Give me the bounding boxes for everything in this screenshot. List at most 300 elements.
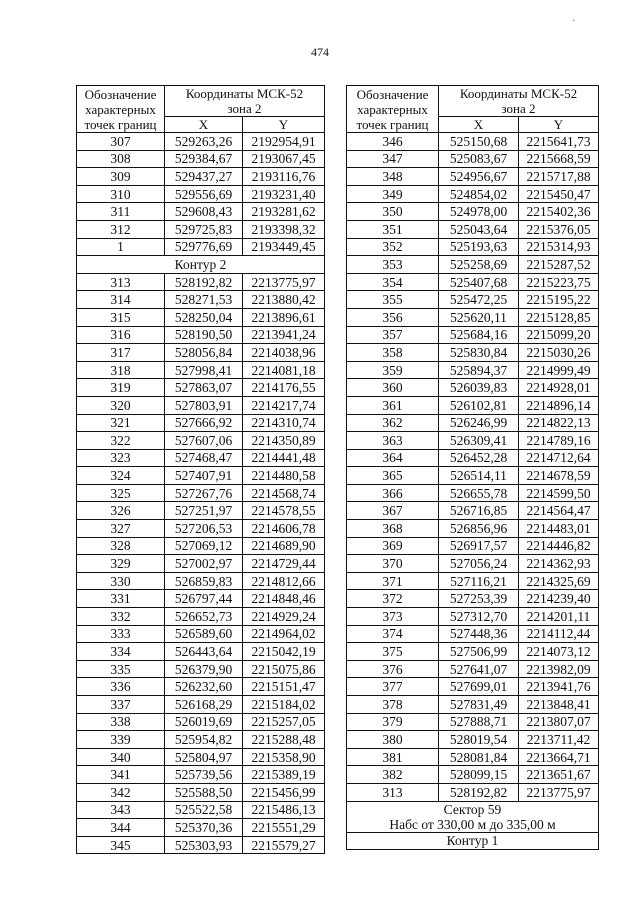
y-coordinate: 2213982,09: [519, 660, 599, 678]
header-row: [347, 86, 599, 117]
y-coordinate: 2193231,40: [243, 185, 325, 203]
y-coordinate: 2215184,02: [243, 696, 325, 714]
x-coordinate: 525193,63: [439, 238, 519, 256]
x-coordinate: 529437,27: [165, 168, 243, 186]
point-number: 359: [347, 361, 439, 379]
coordinates-header: [165, 86, 325, 117]
table-row: [347, 555, 599, 573]
section-label: Контур 2: [77, 256, 325, 274]
table-row: [347, 238, 599, 256]
x-coordinate: 527607,06: [165, 432, 243, 450]
point-number: 368: [347, 520, 439, 538]
y-coordinate: 2214564,47: [519, 502, 599, 520]
table-row: [77, 520, 325, 538]
x-coordinate: 525083,67: [439, 150, 519, 168]
point-label-header-line: точек границ: [356, 116, 429, 132]
point-number: 311: [77, 203, 165, 221]
x-coordinate: 529608,43: [165, 203, 243, 221]
point-number: 310: [77, 185, 165, 203]
x-coordinate: 526514,11: [439, 467, 519, 485]
y-coordinate: 2213807,07: [519, 713, 599, 731]
point-number: 342: [77, 783, 165, 801]
y-coordinate: 2214789,16: [519, 432, 599, 450]
table-row: [347, 273, 599, 291]
point-number: 313: [347, 783, 439, 801]
x-coordinate: 525150,68: [439, 133, 519, 151]
x-coordinate: 525739,56: [165, 766, 243, 784]
table-row: [77, 326, 325, 344]
table-row: [347, 590, 599, 608]
y-coordinate: 2215223,75: [519, 273, 599, 291]
table-row: [77, 150, 325, 168]
point-number: 370: [347, 555, 439, 573]
point-number: 332: [77, 608, 165, 626]
sector-label: [347, 801, 599, 832]
x-coordinate: 525043,64: [439, 220, 519, 238]
y-coordinate: 2214812,66: [243, 572, 325, 590]
table-row: [347, 713, 599, 731]
y-coordinate: 2214599,50: [519, 484, 599, 502]
x-coordinate: 529725,83: [165, 220, 243, 238]
point-number: 337: [77, 696, 165, 714]
y-coordinate: 2214446,82: [519, 537, 599, 555]
table-row: [77, 273, 325, 291]
y-coordinate: 2214848,46: [243, 590, 325, 608]
x-coordinate: 528250,04: [165, 308, 243, 326]
table-row: [77, 783, 325, 801]
x-coordinate: 526856,96: [439, 520, 519, 538]
x-coordinate: 525303,93: [165, 836, 243, 854]
point-number: 331: [77, 590, 165, 608]
table-row: [77, 449, 325, 467]
x-coordinate: 527888,71: [439, 713, 519, 731]
y-coordinate: 2193449,45: [243, 238, 325, 256]
x-coordinate: 526443,64: [165, 643, 243, 661]
x-coordinate: 527251,97: [165, 502, 243, 520]
table-row: [347, 731, 599, 749]
y-coordinate: 2215717,88: [519, 168, 599, 186]
table-row: [77, 572, 325, 590]
table-row: [77, 432, 325, 450]
x-coordinate: 526309,41: [439, 432, 519, 450]
point-number: 317: [77, 344, 165, 362]
x-coordinate: 527506,99: [439, 643, 519, 661]
x-coordinate: 525804,97: [165, 748, 243, 766]
point-number: 347: [347, 150, 439, 168]
table-row: [347, 291, 599, 309]
table-row: [347, 572, 599, 590]
y-coordinate: 2213775,97: [243, 273, 325, 291]
table-row: [77, 308, 325, 326]
table-row: [77, 643, 325, 661]
table-row: [347, 484, 599, 502]
point-number: 371: [347, 572, 439, 590]
table-row: [347, 361, 599, 379]
corner-mark: ·: [572, 16, 576, 27]
x-coordinate: 528056,84: [165, 344, 243, 362]
y-coordinate: 2215128,85: [519, 308, 599, 326]
y-coordinate: 2213896,61: [243, 308, 325, 326]
point-number: 346: [347, 133, 439, 151]
table-row: [77, 344, 325, 362]
y-coordinate: 2214568,74: [243, 484, 325, 502]
y-coordinate: 2214689,90: [243, 537, 325, 555]
x-coordinate: 526168,29: [165, 696, 243, 714]
table-row: [347, 766, 599, 784]
table-row: [347, 396, 599, 414]
y-coordinate: 2214081,18: [243, 361, 325, 379]
x-coordinate: 525472,25: [439, 291, 519, 309]
table-row: [347, 326, 599, 344]
y-coordinate: 2215287,52: [519, 256, 599, 274]
y-coordinate: 2192954,91: [243, 133, 325, 151]
point-number: 353: [347, 256, 439, 274]
point-number: 348: [347, 168, 439, 186]
y-coordinate: 2214325,69: [519, 572, 599, 590]
y-coordinate: 2214678,59: [519, 467, 599, 485]
coordinates-header: [439, 86, 599, 117]
point-number: 351: [347, 220, 439, 238]
y-coordinate: 2213941,24: [243, 326, 325, 344]
point-number: 366: [347, 484, 439, 502]
y-coordinate: 2213941,76: [519, 678, 599, 696]
point-number: 316: [77, 326, 165, 344]
y-coordinate: 2214441,48: [243, 449, 325, 467]
point-number: 315: [77, 308, 165, 326]
x-coordinate: 528271,53: [165, 291, 243, 309]
point-label-header: [347, 86, 439, 133]
x-coordinate: 525258,69: [439, 256, 519, 274]
y-coordinate: 2215579,27: [243, 836, 325, 854]
table-row: [77, 590, 325, 608]
x-coordinate: 526589,60: [165, 625, 243, 643]
table-row: [347, 643, 599, 661]
point-number: 329: [77, 555, 165, 573]
y-coordinate: 2214578,55: [243, 502, 325, 520]
table-row: [77, 696, 325, 714]
x-coordinate: 527863,07: [165, 379, 243, 397]
y-coordinate: 2214362,93: [519, 555, 599, 573]
y-coordinate: 2214073,12: [519, 643, 599, 661]
point-number: 382: [347, 766, 439, 784]
x-coordinate: 528099,15: [439, 766, 519, 784]
coordinates-system-title: Координаты МСК-52: [185, 86, 304, 101]
point-number: 363: [347, 432, 439, 450]
x-coordinate: 525522,58: [165, 801, 243, 819]
table-row: [347, 220, 599, 238]
table-row: [77, 185, 325, 203]
point-number: 360: [347, 379, 439, 397]
table-row: [347, 344, 599, 362]
x-coordinate: 526019,69: [165, 713, 243, 731]
table-row: [347, 432, 599, 450]
table-row: [77, 168, 325, 186]
y-coordinate: 2214929,24: [243, 608, 325, 626]
point-number: 327: [77, 520, 165, 538]
point-number: 380: [347, 731, 439, 749]
x-header: X: [439, 117, 519, 133]
point-number: 319: [77, 379, 165, 397]
table-row: [347, 660, 599, 678]
y-coordinate: 2214928,01: [519, 379, 599, 397]
table-row: [77, 414, 325, 432]
table-row: [77, 502, 325, 520]
table-row: [347, 748, 599, 766]
point-label-header-line: характерных: [357, 101, 428, 117]
x-coordinate: 526716,85: [439, 502, 519, 520]
x-coordinate: 527448,36: [439, 625, 519, 643]
y-coordinate: 2215641,73: [519, 133, 599, 151]
x-header: X: [165, 117, 243, 133]
table-row: [77, 203, 325, 221]
x-coordinate: 526039,83: [439, 379, 519, 397]
x-coordinate: 529384,67: [165, 150, 243, 168]
point-number: 1: [77, 238, 165, 256]
y-coordinate: 2214822,13: [519, 414, 599, 432]
table-row: [347, 308, 599, 326]
point-number: 358: [347, 344, 439, 362]
y-coordinate: 2215376,05: [519, 220, 599, 238]
y-coordinate: 2214483,01: [519, 520, 599, 538]
y-coordinate: 2214176,55: [243, 379, 325, 397]
table-row: [77, 291, 325, 309]
table-row: [347, 537, 599, 555]
point-number: 357: [347, 326, 439, 344]
x-coordinate: 528081,84: [439, 748, 519, 766]
x-coordinate: 526232,60: [165, 678, 243, 696]
point-number: 355: [347, 291, 439, 309]
point-number: 344: [77, 819, 165, 837]
point-number: 325: [77, 484, 165, 502]
point-number: 381: [347, 748, 439, 766]
x-coordinate: 527267,76: [165, 484, 243, 502]
y-coordinate: 2214217,74: [243, 396, 325, 414]
point-number: 338: [77, 713, 165, 731]
point-number: 364: [347, 449, 439, 467]
page-number: 474: [311, 45, 329, 59]
x-coordinate: 527206,53: [165, 520, 243, 538]
table-row: [77, 625, 325, 643]
x-coordinate: 527803,91: [165, 396, 243, 414]
table-row: [77, 731, 325, 749]
table-row: [77, 801, 325, 819]
point-label-header-line: Обозначение: [356, 86, 429, 102]
x-coordinate: 529776,69: [165, 238, 243, 256]
table-row: [77, 396, 325, 414]
table-row: [77, 608, 325, 626]
coordinates-system-title: Координаты МСК-52: [459, 86, 578, 101]
x-coordinate: 528190,50: [165, 326, 243, 344]
point-label-header: [77, 86, 165, 133]
point-number: 345: [77, 836, 165, 854]
x-coordinate: 525684,16: [439, 326, 519, 344]
point-number: 376: [347, 660, 439, 678]
point-number: 362: [347, 414, 439, 432]
point-number: 307: [77, 133, 165, 151]
point-number: 321: [77, 414, 165, 432]
table-row: [347, 678, 599, 696]
x-coordinate: 525370,36: [165, 819, 243, 837]
x-coordinate: 529556,69: [165, 185, 243, 203]
point-number: 312: [77, 220, 165, 238]
y-coordinate: 2193116,76: [243, 168, 325, 186]
x-coordinate: 525830,84: [439, 344, 519, 362]
point-number: 324: [77, 467, 165, 485]
point-number: 328: [77, 537, 165, 555]
point-number: 320: [77, 396, 165, 414]
y-coordinate: 2215099,20: [519, 326, 599, 344]
x-coordinate: 528192,82: [439, 783, 519, 801]
table-row: [347, 625, 599, 643]
table-row: [347, 783, 599, 801]
x-coordinate: 527116,21: [439, 572, 519, 590]
coordinates-table-left: [76, 85, 325, 854]
y-coordinate: 2215042,19: [243, 643, 325, 661]
table-row: [77, 361, 325, 379]
sector-label-line: Набс от 330,00 м до 335,00 м: [389, 816, 556, 832]
y-coordinate: 2215257,05: [243, 713, 325, 731]
x-coordinate: 527699,01: [439, 678, 519, 696]
x-coordinate: 524854,02: [439, 185, 519, 203]
table-row: [77, 484, 325, 502]
x-coordinate: 526102,81: [439, 396, 519, 414]
x-coordinate: 526246,99: [439, 414, 519, 432]
coordinates-table-right: [346, 85, 599, 850]
x-coordinate: 527468,47: [165, 449, 243, 467]
point-number: 349: [347, 185, 439, 203]
x-coordinate: 526917,57: [439, 537, 519, 555]
table-row: [77, 555, 325, 573]
table-row: [77, 678, 325, 696]
x-coordinate: 525407,68: [439, 273, 519, 291]
x-coordinate: 528192,82: [165, 273, 243, 291]
y-coordinate: 2214038,96: [243, 344, 325, 362]
table-row: [77, 537, 325, 555]
x-coordinate: 524956,67: [439, 168, 519, 186]
table-row: [347, 608, 599, 626]
point-number: 365: [347, 467, 439, 485]
y-coordinate: 2215288,48: [243, 731, 325, 749]
y-coordinate: 2214239,40: [519, 590, 599, 608]
table-row: [347, 256, 599, 274]
point-number: 326: [77, 502, 165, 520]
point-number: 330: [77, 572, 165, 590]
y-coordinate: 2193398,32: [243, 220, 325, 238]
y-coordinate: 2193067,45: [243, 150, 325, 168]
point-number: 372: [347, 590, 439, 608]
point-number: 350: [347, 203, 439, 221]
table-row: [77, 379, 325, 397]
x-coordinate: 526655,78: [439, 484, 519, 502]
y-coordinate: 2214310,74: [243, 414, 325, 432]
y-coordinate: 2215358,90: [243, 748, 325, 766]
point-number: 323: [77, 449, 165, 467]
y-coordinate: 2213664,71: [519, 748, 599, 766]
x-coordinate: 527666,92: [165, 414, 243, 432]
x-coordinate: 527253,39: [439, 590, 519, 608]
y-coordinate: 2215151,47: [243, 678, 325, 696]
table-row: [347, 185, 599, 203]
sector-label-line: Сектор 59: [443, 801, 502, 817]
point-number: 340: [77, 748, 165, 766]
header-row: [77, 86, 325, 117]
point-label-header-line: характерных: [85, 101, 156, 117]
x-coordinate: 527002,97: [165, 555, 243, 573]
x-coordinate: 527407,91: [165, 467, 243, 485]
point-number: 341: [77, 766, 165, 784]
y-coordinate: 2214112,44: [519, 625, 599, 643]
x-coordinate: 525620,11: [439, 308, 519, 326]
point-number: 322: [77, 432, 165, 450]
x-coordinate: 527069,12: [165, 537, 243, 555]
x-coordinate: 526379,90: [165, 660, 243, 678]
table-row: [347, 502, 599, 520]
point-number: 314: [77, 291, 165, 309]
x-coordinate: 527641,07: [439, 660, 519, 678]
x-coordinate: 526652,73: [165, 608, 243, 626]
table-row: [77, 660, 325, 678]
point-number: 356: [347, 308, 439, 326]
point-number: 373: [347, 608, 439, 626]
point-number: 361: [347, 396, 439, 414]
point-number: 336: [77, 678, 165, 696]
point-number: 335: [77, 660, 165, 678]
table-row: [347, 467, 599, 485]
x-coordinate: 527998,41: [165, 361, 243, 379]
coordinates-zone: зона 2: [227, 101, 262, 116]
x-coordinate: 525954,82: [165, 731, 243, 749]
y-coordinate: 2215389,19: [243, 766, 325, 784]
y-header: Y: [243, 117, 325, 133]
y-coordinate: 2213711,42: [519, 731, 599, 749]
section-row: [77, 256, 325, 274]
y-coordinate: 2214480,58: [243, 467, 325, 485]
point-number: 343: [77, 801, 165, 819]
y-coordinate: 2213848,41: [519, 696, 599, 714]
table-row: [347, 449, 599, 467]
section-row: [347, 832, 599, 850]
y-coordinate: 2193281,62: [243, 203, 325, 221]
y-coordinate: 2215450,47: [519, 185, 599, 203]
point-number: 375: [347, 643, 439, 661]
y-coordinate: 2215075,86: [243, 660, 325, 678]
y-coordinate: 2214201,11: [519, 608, 599, 626]
table-row: [77, 467, 325, 485]
point-number: 334: [77, 643, 165, 661]
y-coordinate: 2214999,49: [519, 361, 599, 379]
point-number: 377: [347, 678, 439, 696]
y-coordinate: 2215668,59: [519, 150, 599, 168]
point-number: 352: [347, 238, 439, 256]
point-number: 313: [77, 273, 165, 291]
x-coordinate: 526859,83: [165, 572, 243, 590]
y-coordinate: 2213775,97: [519, 783, 599, 801]
point-number: 378: [347, 696, 439, 714]
y-coordinate: 2215195,22: [519, 291, 599, 309]
y-coordinate: 2214729,44: [243, 555, 325, 573]
table-row: [347, 133, 599, 151]
x-coordinate: 524978,00: [439, 203, 519, 221]
x-coordinate: 528019,54: [439, 731, 519, 749]
table-row: [347, 379, 599, 397]
y-coordinate: 2215402,36: [519, 203, 599, 221]
y-coordinate: 2213880,42: [243, 291, 325, 309]
x-coordinate: 525894,37: [439, 361, 519, 379]
table-row: [347, 203, 599, 221]
table-row: [77, 748, 325, 766]
point-number: 309: [77, 168, 165, 186]
point-number: 367: [347, 502, 439, 520]
